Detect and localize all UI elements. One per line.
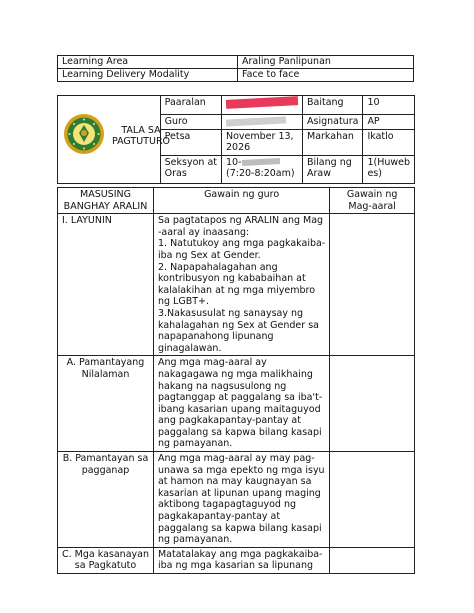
bilang-value: 1(Huweb es): [363, 155, 415, 183]
lesson-plan-table: [57, 187, 415, 574]
kasanayan-pagkatuto-student-cell: [330, 547, 415, 573]
guro-label: Guro: [160, 115, 221, 130]
baitang-value: 10: [363, 96, 415, 115]
table-row: [58, 214, 415, 356]
page-title: TALA SA PAGTUTURO: [111, 125, 171, 147]
table-row: [58, 547, 415, 573]
petsa-label: Petsa: [160, 129, 221, 155]
redaction-mark: [241, 158, 279, 166]
bilang-label: Bilang ng Araw: [303, 155, 363, 183]
delivery-modality-label: Learning Delivery Modality: [58, 69, 238, 82]
pamantayan-pagganap-title: B. Pamantayan sa pagganap: [58, 452, 154, 548]
table-header-row: [58, 188, 415, 214]
pamantayang-nilalaman-student-cell: [330, 356, 415, 452]
delivery-modality-value: Face to face: [238, 69, 414, 82]
markahan-value: Ikatlo: [363, 129, 415, 155]
paaralan-value: [222, 96, 303, 115]
table-row: [58, 452, 415, 548]
baitang-label: Baitang: [303, 96, 363, 115]
info-table: [57, 55, 414, 82]
markahan-label: Markahan: [303, 129, 363, 155]
school-logo-cell: [58, 96, 171, 184]
seksyon-value: 10- (7:20-8:20am): [222, 155, 303, 183]
banghay-aralin-header: MASUSING BANGHAY ARALIN: [58, 188, 154, 214]
learning-area-label: Learning Area: [58, 56, 238, 69]
redaction-mark: [226, 116, 286, 126]
petsa-value: November 13, 2026: [222, 129, 303, 155]
table-row: [58, 69, 414, 82]
guro-value: [222, 115, 303, 130]
paaralan-label: Paaralan: [160, 96, 221, 115]
layunin-title: I. LAYUNIN: [58, 214, 154, 356]
redaction-mark: [226, 96, 298, 109]
pamantayan-pagganap-body: Ang mga mag-aaral ay may pag- unawa sa mga epekto ng mga isyu at hamon na may kaugnayan sa kasarian at lipunan upang maging aktibong tagapagtaguyod ng pagkakapantay-pantay at paggalang sa kapwa bilang kasapi ng pamayanan.: [153, 452, 329, 548]
gawain-guro-header: Gawain ng guro: [153, 188, 329, 214]
kasanayan-pagkatuto-title: C. Mga kasanayan sa Pagkatuto: [58, 547, 154, 573]
kasanayan-pagkatuto-body: Matatalakay ang mga pagkakaiba- iba ng mga kasarian sa lipunang: [153, 547, 329, 573]
school-seal-icon: [63, 113, 105, 155]
pamantayang-nilalaman-title: A. Pamantayang Nilalaman: [58, 356, 154, 452]
asignatura-label: Asignatura: [303, 115, 363, 130]
layunin-student-cell: [330, 214, 415, 356]
layunin-body: Sa pagtatapos ng ARALIN ang Mag -aaral ay inaasang: 1. Natutukoy ang mga pagkakaiba- iba ng Sex at Gender. 2. Napapahalagahan ang kontribusyon ng kababaihan at kalalakihan at ng mga miyembro ng LGBT+. 3.Nakasusulat ng sanaysay ng kahalagahan ng Sex at Gender sa napapanahong lipunang ginagalawan.: [153, 214, 329, 356]
gawain-mag-aaral-header: Gawain ng Mag-aaral: [330, 188, 415, 214]
seksyon-label: Seksyon at Oras: [160, 155, 221, 183]
asignatura-value: AP: [363, 115, 415, 130]
header-table: [57, 95, 415, 184]
table-row: [58, 356, 415, 452]
table-row: [58, 56, 414, 69]
learning-area-value: Araling Panlipunan: [238, 56, 414, 69]
pamantayan-pagganap-student-cell: [330, 452, 415, 548]
pamantayang-nilalaman-body: Ang mga mag-aaral ay nakagagawa ng mga malikhaing hakang na nagsusulong ng pagtanggap at paggalang sa iba't- ibang kasarian upang maitaguyod ang pagkakapantay-pantay at paggalang sa kapwa bilang kasapi ng pamayanan.: [153, 356, 329, 452]
